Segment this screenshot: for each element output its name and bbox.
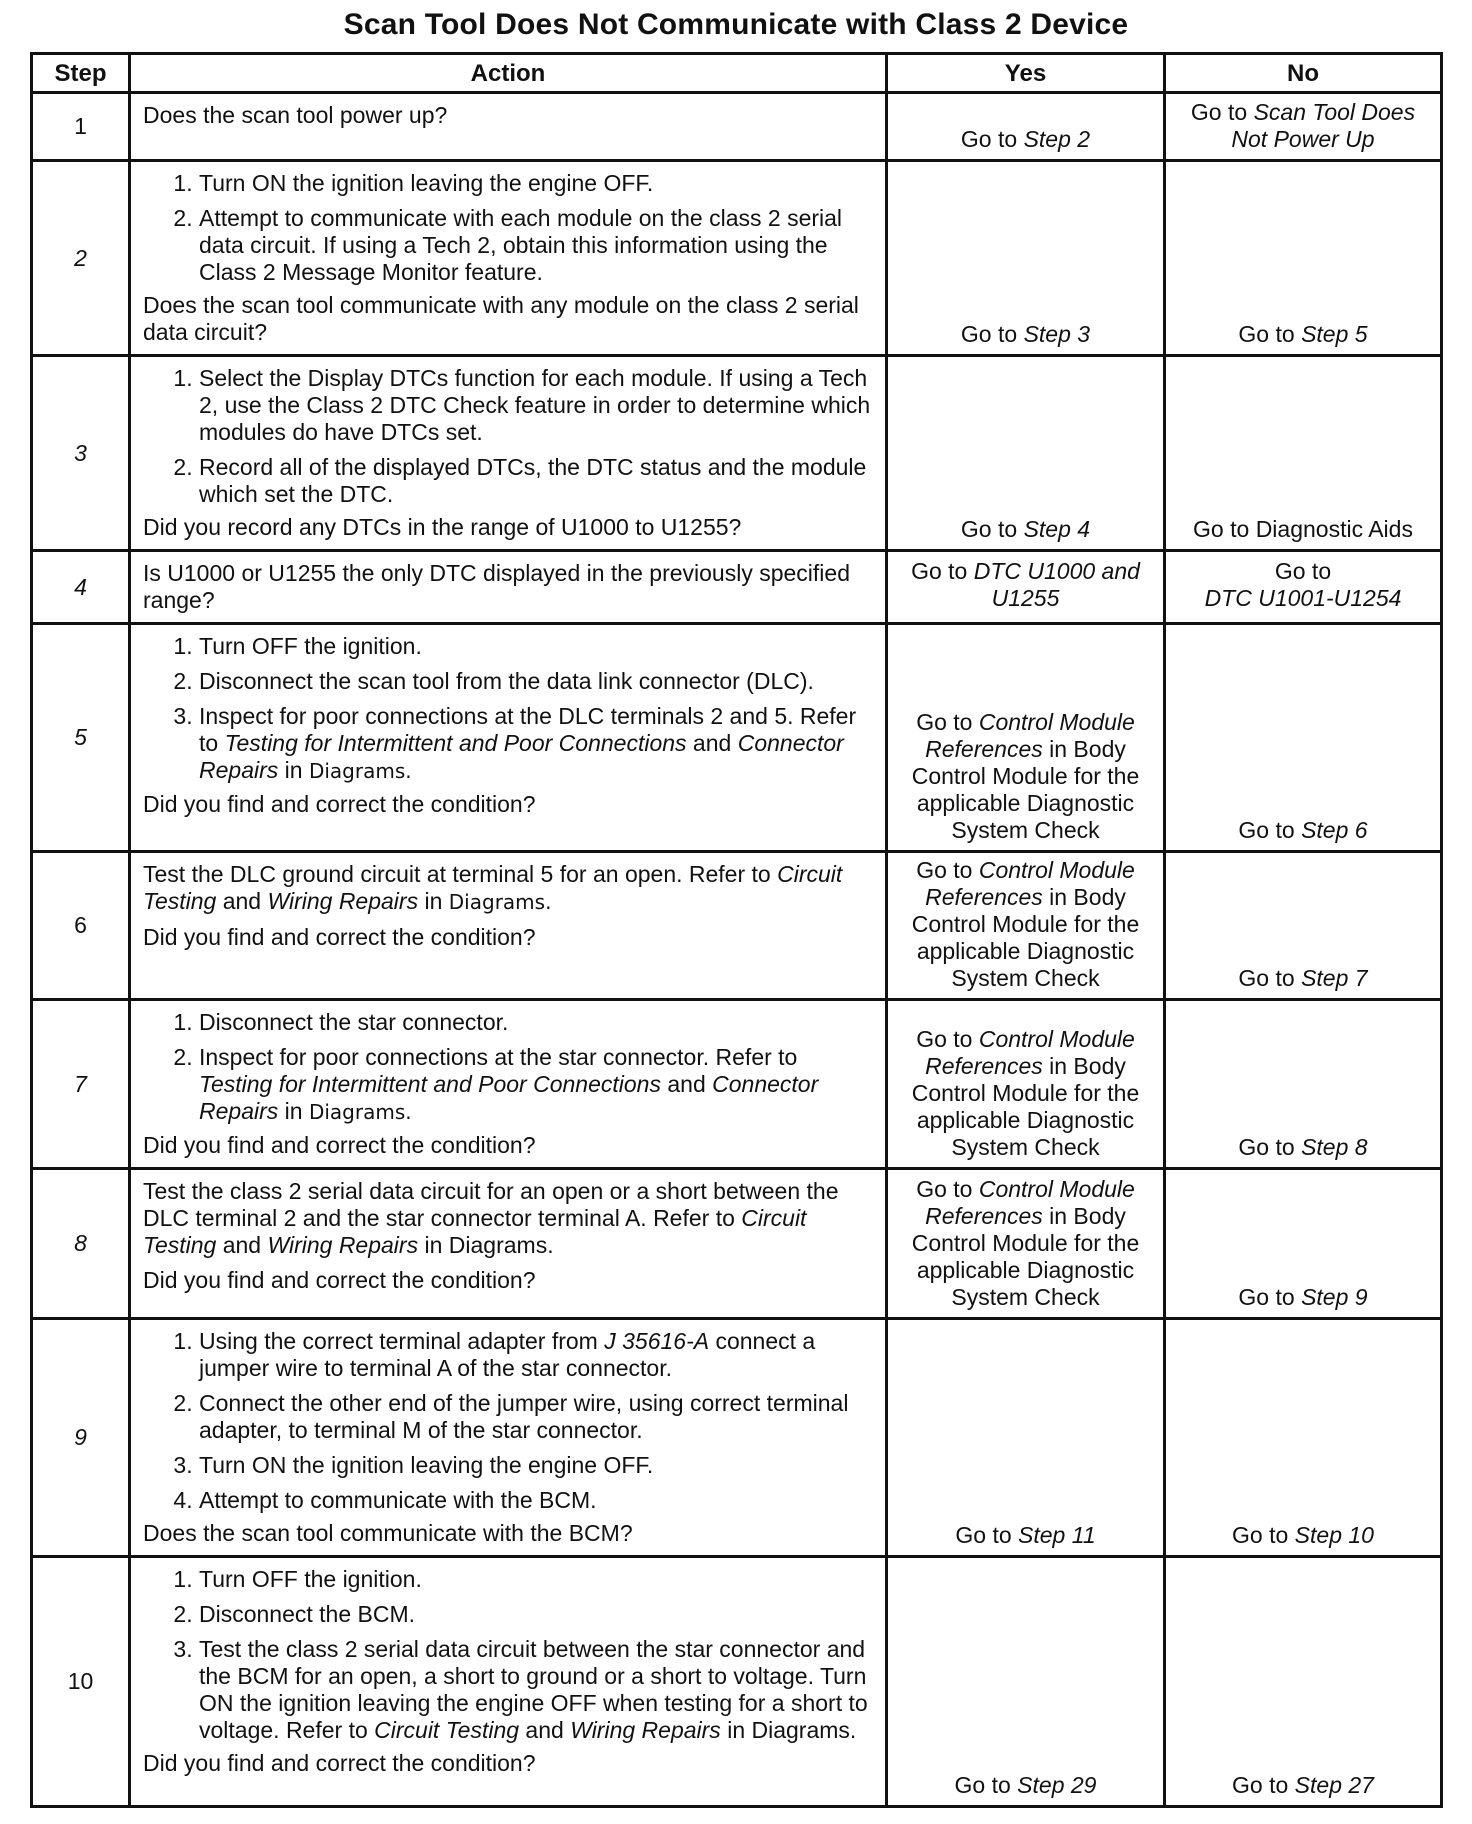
yes-cell [887, 1000, 1165, 1169]
action-item: 1. Turn ON the ignition leaving the engine OFF. [199, 170, 875, 197]
diagrams-reference: Diagrams. [448, 890, 552, 914]
question-text: Does the scan tool communicate with any module on the class 2 serial data circuit? [143, 292, 859, 345]
reference-link[interactable]: Wiring Repairs [267, 1232, 419, 1258]
no-cell [1165, 1169, 1442, 1319]
no-cell [1165, 356, 1442, 551]
action-paragraph [143, 861, 875, 916]
yes-link[interactable]: Control Module References [925, 1176, 1135, 1229]
table-row [32, 1000, 1442, 1169]
yes-cell [887, 551, 1165, 624]
question-text: Does the scan tool communicate with the BCM? [143, 1520, 633, 1546]
action-text: Test the class 2 serial data circuit between the star connector and the BCM for an open, a short to ground or a short to voltage. Turn ON the ignition leaving the engine OFF when testing for a short to voltage. Refer to [199, 1636, 868, 1743]
table-row [32, 356, 1442, 551]
action-cell [130, 1169, 887, 1319]
no-text: Go to [1238, 321, 1302, 347]
step-number: 6 [32, 852, 130, 1000]
yes-link[interactable]: Step 11 [1018, 1522, 1096, 1548]
yes-cell [887, 93, 1165, 161]
table-row [32, 1319, 1442, 1557]
step-number: 3 [32, 356, 130, 551]
question-text: Does the scan tool power up? [143, 102, 448, 128]
no-link[interactable]: Step 6 [1301, 817, 1368, 843]
no-link[interactable]: Step 7 [1301, 965, 1368, 991]
diagnostic-table [30, 52, 1443, 1808]
yes-text: Go to [954, 1772, 1018, 1798]
reference-link[interactable]: Testing for Intermittent and Poor Connections [199, 1071, 661, 1097]
action-text: in [418, 1232, 449, 1258]
yes-link[interactable]: Control Module References [925, 709, 1135, 762]
no-cell [1165, 161, 1442, 356]
action-text: in Diagrams. [720, 1717, 857, 1743]
action-list [143, 1328, 875, 1514]
yes-link[interactable]: Step 29 [1017, 1772, 1097, 1798]
yes-text: in Body Control Module for the applicable Diagnostic System Check [911, 1053, 1140, 1160]
reference-link[interactable]: Testing for Intermittent and Poor Connections [224, 730, 687, 756]
yes-link[interactable]: Step 2 [1023, 126, 1091, 152]
action-text: and [686, 730, 738, 756]
yes-text: Go to [911, 558, 974, 584]
action-text: in [278, 1098, 309, 1124]
header-action: Action [130, 54, 887, 93]
action-text: in [278, 757, 309, 783]
header-no: No [1165, 54, 1442, 93]
yes-text: in Body Control Module for the applicable Diagnostic System Check [911, 1203, 1140, 1310]
reference-link[interactable]: Connector Repairs [199, 730, 844, 783]
yes-text: Go to [960, 126, 1024, 152]
question-text: Did you find and correct the condition? [143, 791, 536, 817]
step-number: 9 [32, 1319, 130, 1557]
reference-link[interactable]: Circuit Testing [143, 861, 843, 914]
action-text: Using the correct terminal adapter from [199, 1328, 605, 1354]
action-cell [130, 93, 887, 161]
yes-link[interactable]: Step 4 [1023, 516, 1091, 542]
header-step: Step [32, 54, 130, 93]
action-item [199, 1328, 875, 1382]
no-text: Go to [1232, 1522, 1295, 1548]
action-cell [130, 356, 887, 551]
action-item [199, 1636, 875, 1744]
reference-link[interactable]: Connector Repairs [199, 1071, 819, 1124]
yes-text: Go to [916, 1026, 979, 1052]
page-title: Scan Tool Does Not Communicate with Class 2 Device [343, 8, 1129, 41]
no-cell [1165, 551, 1442, 624]
action-text: and [216, 1232, 268, 1258]
reference-link[interactable]: Circuit Testing [143, 1205, 807, 1258]
question-text: Did you find and correct the condition? [143, 1132, 536, 1158]
action-item: 1. Disconnect the star connector. [199, 1009, 875, 1036]
yes-cell [887, 161, 1165, 356]
no-link[interactable]: DTC U1001-U1254 [1204, 585, 1402, 611]
action-text: and [660, 1071, 713, 1097]
no-text: Go to [1274, 558, 1332, 584]
yes-link[interactable]: Control Module References [925, 857, 1135, 910]
step-number: 5 [32, 624, 130, 852]
yes-cell [887, 356, 1165, 551]
action-item: 2. Connect the other end of the jumper wire, using correct terminal adapter, to terminal M of the star connector. [199, 1390, 875, 1444]
table-row [32, 1557, 1442, 1807]
action-item: 2. Disconnect the scan tool from the data link connector (DLC). [199, 668, 875, 695]
no-text: Go to [1238, 965, 1302, 991]
action-item: 4. Attempt to communicate with the BCM. [199, 1487, 875, 1514]
no-link[interactable]: Go to Diagnostic Aids [1193, 516, 1413, 542]
tool-reference: J 35616-A [604, 1328, 710, 1354]
action-text: Test the class 2 serial data circuit for an open or a short between the DLC terminal 2 and the star connector terminal A. Refer to [143, 1178, 839, 1231]
no-link[interactable]: Scan Tool Does Not Power Up [1231, 99, 1416, 152]
no-text: Go to [1238, 1284, 1302, 1310]
action-list [143, 633, 875, 785]
yes-cell [887, 1319, 1165, 1557]
no-cell [1165, 852, 1442, 1000]
yes-cell [887, 1557, 1165, 1807]
table-header-row [32, 54, 1442, 93]
action-list [143, 365, 875, 508]
yes-cell [887, 852, 1165, 1000]
no-link[interactable]: Step 9 [1301, 1284, 1368, 1310]
action-cell [130, 852, 887, 1000]
diagrams-reference: Diagrams. [448, 1232, 554, 1258]
yes-text: Go to [955, 1522, 1019, 1548]
yes-link[interactable]: DTC U1000 and U1255 [973, 558, 1140, 611]
action-list [143, 1566, 875, 1744]
yes-text: Go to [960, 516, 1024, 542]
action-item: 2. Attempt to communicate with each module on the class 2 serial data circuit. If using a Tech 2, obtain this information using the Class 2 Message Monitor feature. [199, 205, 875, 286]
table-row [32, 1169, 1442, 1319]
no-text: Go to [1190, 99, 1254, 125]
action-cell [130, 1557, 887, 1807]
action-text: Test the DLC ground circuit at terminal 5 for an open. Refer to [143, 861, 771, 887]
reference-link[interactable]: Circuit Testing [374, 1717, 520, 1743]
yes-text: Go to [916, 857, 979, 883]
no-link[interactable]: Step 27 [1294, 1772, 1374, 1798]
action-text: Inspect for poor connections at the DLC terminals 2 and 5. Refer to [199, 703, 857, 756]
action-cell [130, 624, 887, 852]
no-text: Go to [1232, 1772, 1295, 1798]
action-paragraph [143, 1178, 875, 1259]
question-text: Did you find and correct the condition? [143, 1750, 536, 1776]
action-text: connect a jumper wire to terminal A of the star connector. [199, 1328, 816, 1381]
yes-cell [887, 624, 1165, 852]
action-item: 2. Record all of the displayed DTCs, the DTC status and the module which set the DTC. [199, 454, 875, 508]
yes-text: Go to [916, 1176, 979, 1202]
header-yes: Yes [887, 54, 1165, 93]
action-cell [130, 551, 887, 624]
reference-link[interactable]: Wiring Repairs [267, 888, 419, 914]
action-item [199, 1044, 875, 1126]
yes-cell [887, 1169, 1165, 1319]
table-row [32, 551, 1442, 624]
no-text: Go to [1238, 817, 1302, 843]
action-item: 1. Turn OFF the ignition. [199, 1566, 875, 1593]
question-text: Did you find and correct the condition? [143, 924, 536, 950]
step-number: 4 [32, 551, 130, 624]
question-text: Did you find and correct the condition? [143, 1267, 536, 1293]
no-cell [1165, 624, 1442, 852]
step-number: 7 [32, 1000, 130, 1169]
no-cell [1165, 1319, 1442, 1557]
yes-link[interactable]: Control Module References [925, 1026, 1135, 1079]
no-cell [1165, 1000, 1442, 1169]
question-text: Did you record any DTCs in the range of U1000 to U1255? [143, 514, 742, 540]
reference-link[interactable]: Wiring Repairs [570, 1717, 721, 1743]
yes-text: Go to [916, 709, 979, 735]
table-row [32, 624, 1442, 852]
action-cell [130, 161, 887, 356]
action-item: 2. Disconnect the BCM. [199, 1601, 875, 1628]
step-number: 10 [32, 1557, 130, 1807]
table-row [32, 161, 1442, 356]
diagrams-reference: Diagrams. [308, 759, 412, 783]
action-text: and [519, 1717, 571, 1743]
step-number: 1 [32, 93, 130, 161]
action-text: and [216, 888, 268, 914]
action-list [143, 170, 875, 286]
action-cell [130, 1000, 887, 1169]
no-link[interactable]: Step 8 [1301, 1134, 1368, 1160]
action-cell [130, 1319, 887, 1557]
action-text: Inspect for poor connections at the star connector. Refer to [199, 1044, 798, 1070]
no-text: Go to [1238, 1134, 1302, 1160]
action-item: 1. Turn OFF the ignition. [199, 633, 875, 660]
no-link[interactable]: Step 10 [1294, 1522, 1374, 1548]
step-number: 8 [32, 1169, 130, 1319]
action-item: 3. Turn ON the ignition leaving the engine OFF. [199, 1452, 875, 1479]
action-item: 1. Select the Display DTCs function for each module. If using a Tech 2, use the Class 2 DTC Check feature in order to determine which modules do have DTCs set. [199, 365, 875, 446]
no-link[interactable]: Step 5 [1301, 321, 1368, 347]
table-row [32, 852, 1442, 1000]
yes-text: Go to [960, 321, 1024, 347]
action-list [143, 1009, 875, 1126]
table-row [32, 93, 1442, 161]
yes-link[interactable]: Step 3 [1023, 321, 1091, 347]
action-text: in [418, 888, 449, 914]
yes-text: in Body Control Module for the applicable Diagnostic System Check [911, 736, 1140, 843]
step-number: 2 [32, 161, 130, 356]
no-cell [1165, 93, 1442, 161]
action-item [199, 703, 875, 785]
no-cell [1165, 1557, 1442, 1807]
question-text: Is U1000 or U1255 the only DTC displayed in the previously specified range? [143, 560, 850, 613]
yes-text: in Body Control Module for the applicable Diagnostic System Check [911, 884, 1140, 991]
diagrams-reference: Diagrams. [308, 1100, 412, 1124]
